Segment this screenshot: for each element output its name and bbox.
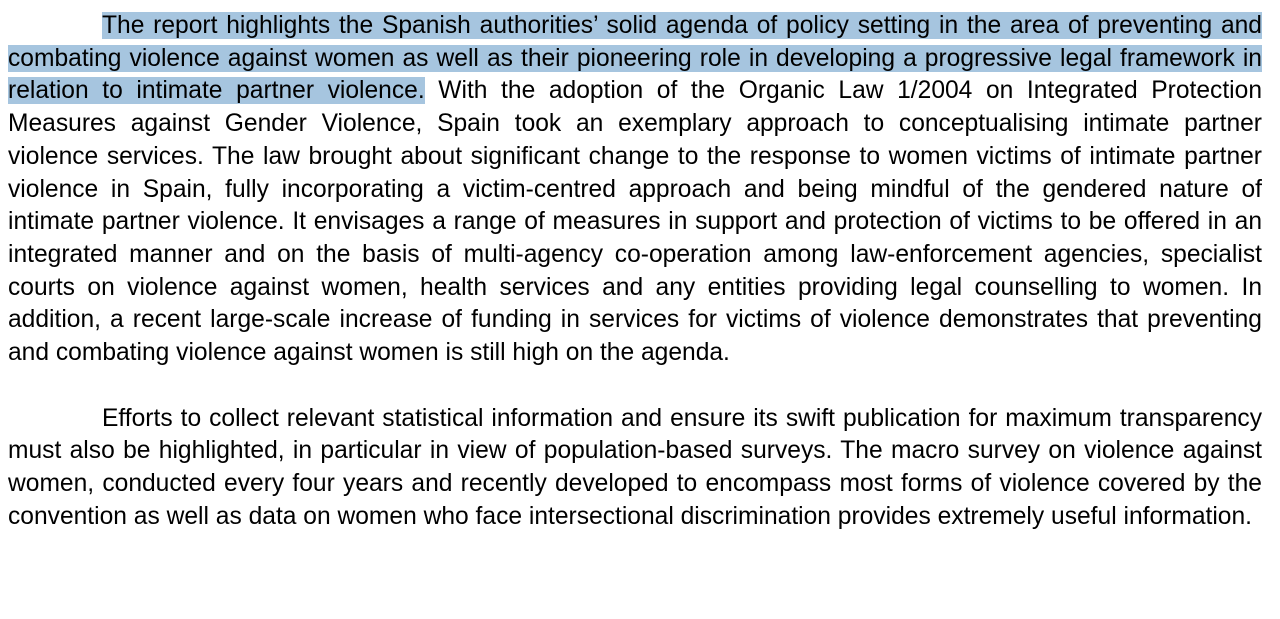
document-page — [8, 10, 1262, 534]
paragraph-statistical-efforts[interactable] — [8, 403, 1262, 534]
paragraph-report-highlights[interactable] — [8, 10, 1262, 370]
paragraph-body-text: With the adoption of the Organic Law 1/2004 on Integrated Protection Measures against Gender Violence, Spain took an exemplary approach to conceptualising intimate partner violence services. The law brought about significant change to the response to women victims of intimate partner violence in Spain, fully incorporating a victim-centred approach and being mindful of the gendered nature of intimate partner violence. It envisages a range of measures in support and protection of victims to be offered in an integrated manner and on the basis of multi-agency co-operation among law-enforcement agencies, specialist courts on violence against women, health services and any entities providing legal counselling to women. In addition, a recent large-scale increase of funding in services for victims of violence demonstrates that preventing and combating violence against women is still high on the agenda. — [8, 77, 1262, 367]
selected-text-highlight[interactable]: The report highlights the Spanish authorities’ solid agenda of policy setting in the area of preventing and combating violence against women as well as their pioneering role in developing a progressive legal framework in relation to intimate partner violence. — [8, 12, 1262, 105]
paragraph-body-text: Efforts to collect relevant statistical information and ensure its swift publication for maximum transparency must also be highlighted, in particular in view of population-based surveys. The macro survey on violence against women, conducted every four years and recently developed to encompass most forms of violence covered by the convention as well as data on women who face intersectional discrimination provides extremely useful information. — [8, 404, 1262, 530]
